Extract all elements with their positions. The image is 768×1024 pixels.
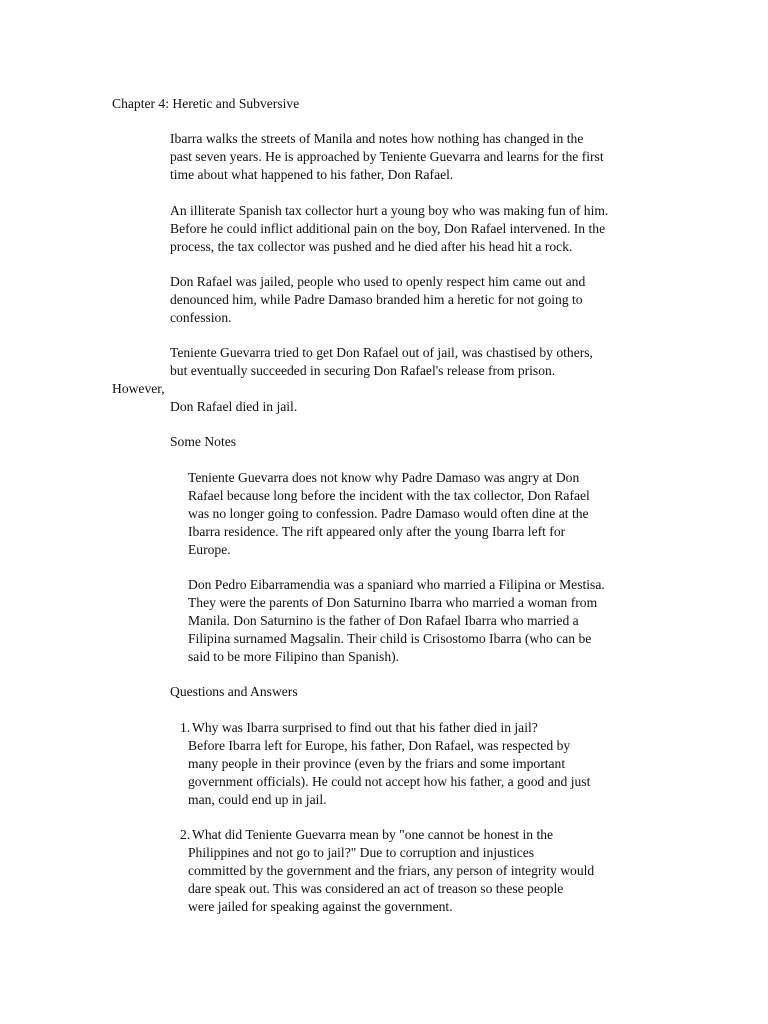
note-line: Filipina surnamed Magsalin. Their child is Crisostomo Ibarra (who can be xyxy=(188,631,592,646)
note-line: Teniente Guevarra does not know why Padre Damaso was angry at Don xyxy=(188,470,580,485)
qa-line: man, could end up in jail. xyxy=(188,792,327,807)
note-line: said to be more Filipino than Spanish). xyxy=(188,649,400,664)
qa-number: 1. xyxy=(180,720,191,735)
qa-line: committed by the government and the friars, any person of integrity would xyxy=(188,863,595,878)
qa-heading: Questions and Answers xyxy=(170,684,298,699)
note-line: Rafael because long before the incident with the tax collector, Don Rafael xyxy=(188,488,590,503)
qa-line: government officials). He could not accept how his father, a good and just xyxy=(188,774,591,789)
paragraph-line: past seven years. He is approached by Teniente Guevarra and learns for the first xyxy=(170,149,604,164)
note-line: They were the parents of Don Saturnino Ibarra who married a woman from xyxy=(188,595,598,610)
qa-line: dare speak out. This was considered an act of treason so these people xyxy=(188,881,564,896)
paragraph-line: Teniente Guevarra tried to get Don Rafael out of jail, was chastised by others, xyxy=(170,345,593,360)
note-line: Don Pedro Eibarramendia was a spaniard who married a Filipina or Mestisa. xyxy=(188,577,605,592)
paragraph-line: Before he could inflict additional pain on the boy, Don Rafael intervened. In the xyxy=(170,221,606,236)
paragraph-line: However, xyxy=(112,381,165,396)
qa-line: Why was Ibarra surprised to find out that his father died in jail? xyxy=(192,720,538,735)
chapter-title: Chapter 4: Heretic and Subversive xyxy=(112,96,300,111)
paragraph-line: time about what happened to his father, Don Rafael. xyxy=(170,167,454,182)
note-line: Ibarra residence. The rift appeared only after the young Ibarra left for xyxy=(188,524,566,539)
qa-line: Before Ibarra left for Europe, his father, Don Rafael, was respected by xyxy=(188,738,571,753)
qa-line: What did Teniente Guevarra mean by "one cannot be honest in the xyxy=(192,827,554,842)
paragraph-line: Don Rafael was jailed, people who used to openly respect him came out and xyxy=(170,274,586,289)
paragraph-line: Ibarra walks the streets of Manila and notes how nothing has changed in the xyxy=(170,131,584,146)
qa-number: 2. xyxy=(180,827,191,842)
paragraph-line: An illiterate Spanish tax collector hurt a young boy who was making fun of him. xyxy=(170,203,609,218)
qa-line: many people in their province (even by the friars and some important xyxy=(188,756,566,771)
qa-line: Philippines and not go to jail?" Due to corruption and injustices xyxy=(188,845,535,860)
paragraph-line: confession. xyxy=(170,310,232,325)
notes-heading: Some Notes xyxy=(170,434,237,449)
paragraph-line: process, the tax collector was pushed and he died after his head hit a rock. xyxy=(170,239,573,254)
note-line: Europe. xyxy=(188,542,231,557)
note-line: was no longer going to confession. Padre Damaso would often dine at the xyxy=(188,506,589,521)
note-line: Manila. Don Saturnino is the father of Don Rafael Ibarra who married a xyxy=(188,613,579,628)
paragraph-line: denounced him, while Padre Damaso branded him a heretic for not going to xyxy=(170,292,583,307)
paragraph-line: Don Rafael died in jail. xyxy=(170,399,298,414)
qa-line: were jailed for speaking against the government. xyxy=(188,899,453,914)
paragraph-line: but eventually succeeded in securing Don Rafael's release from prison. xyxy=(170,363,556,378)
